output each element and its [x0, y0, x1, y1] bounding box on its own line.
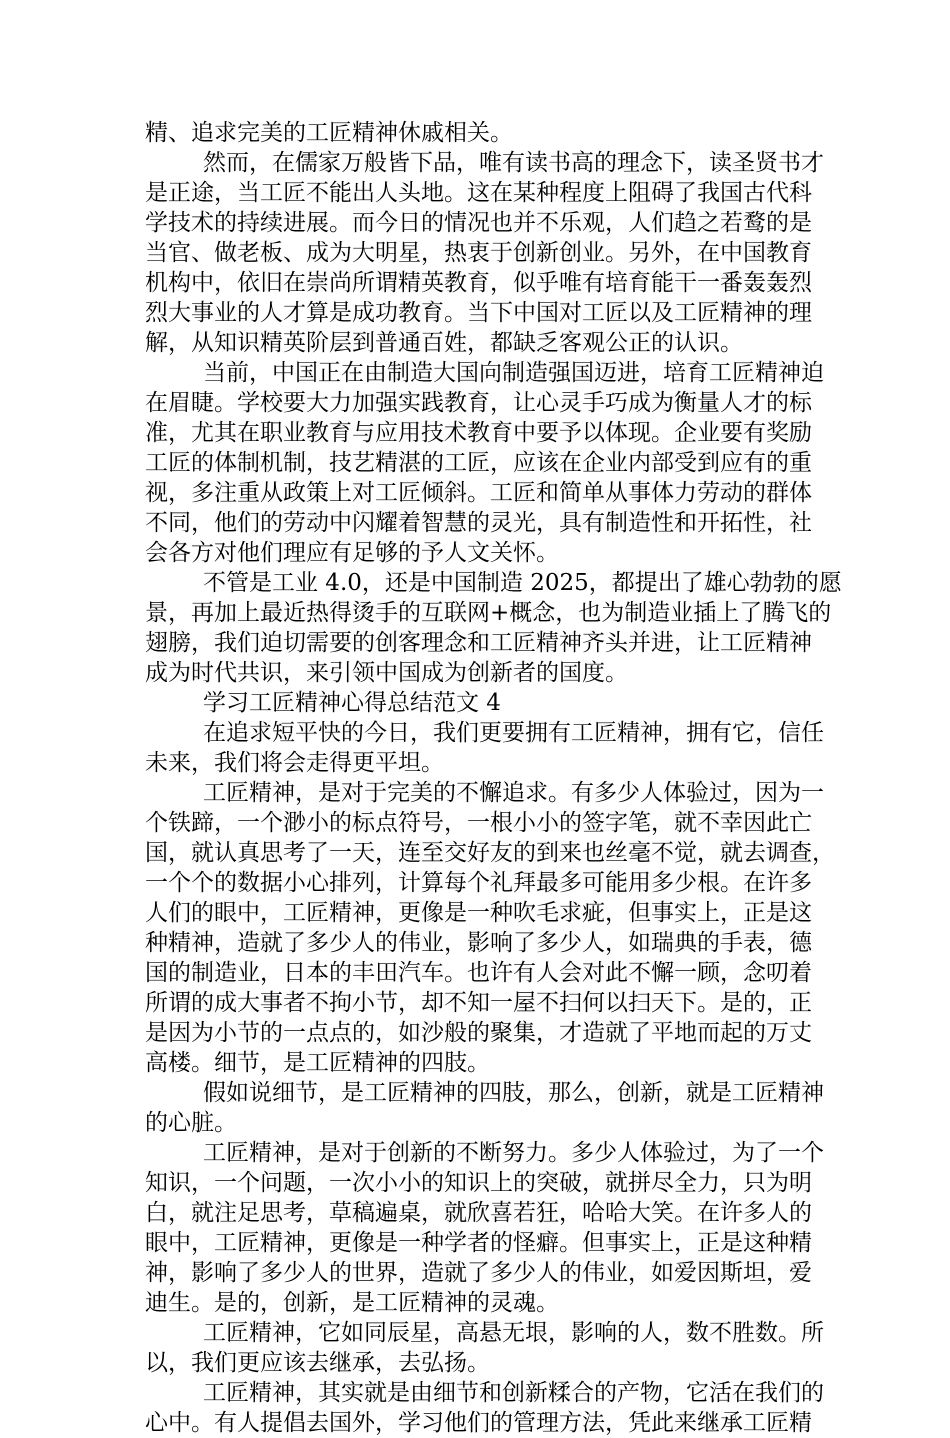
text-line: 会各方对他们理应有足够的予人文关怀。 — [145, 540, 559, 566]
text-line: 的心脏。 — [145, 1110, 237, 1136]
text-line: 国的制造业，日本的丰田汽车。也许有人会对此不懈一顾，念叨着 — [145, 960, 812, 986]
text-line: 国，就认真思考了一天，连至交好友的到来也丝毫不觉，就去调查， — [145, 840, 835, 866]
text-line: 当官、做老板、成为大明星，热衷于创新创业。另外，在中国教育 — [145, 240, 812, 266]
text-line: 学习工匠精神心得总结范文 4 — [203, 690, 501, 716]
text-line: 白，就注足思考，草稿遍桌，就欣喜若狂，哈哈大笑。在许多人的 — [145, 1200, 812, 1226]
text-line: 人们的眼中，工匠精神，更像是一种吹毛求疵，但事实上，正是这 — [145, 900, 812, 926]
text-line: 是因为小节的一点点的，如沙般的聚集，才造就了平地而起的万丈 — [145, 1020, 812, 1046]
text-line: 在眉睫。学校要大力加强实践教育，让心灵手巧成为衡量人才的标 — [145, 390, 812, 416]
text-line: 机构中，依旧在崇尚所谓精英教育，似乎唯有培育能干一番轰轰烈 — [145, 270, 812, 296]
text-line: 景，再加上最近热得烫手的互联网+概念，也为制造业插上了腾飞的 — [145, 600, 832, 626]
text-line: 当前，中国正在由制造大国向制造强国迈进，培育工匠精神迫 — [203, 360, 824, 386]
text-line: 神，影响了多少人的世界，造就了多少人的伟业，如爱因斯坦，爱 — [145, 1260, 812, 1286]
text-line: 迪生。是的，创新，是工匠精神的灵魂。 — [145, 1290, 559, 1316]
document-body — [145, 118, 842, 1438]
text-line: 不同，他们的劳动中闪耀着智慧的灵光，具有制造性和开拓性，社 — [145, 510, 812, 536]
text-line: 解，从知识精英阶层到普通百姓，都缺乏客观公正的认识。 — [145, 330, 743, 356]
text-line: 准，尤其在职业教育与应用技术教育中要予以体现。企业要有奖励 — [145, 420, 812, 446]
text-line: 心中。有人提倡去国外，学习他们的管理方法，凭此来继承工匠精 — [145, 1410, 812, 1436]
text-line: 工匠的体制机制，技艺精湛的工匠，应该在企业内部受到应有的重 — [145, 450, 812, 476]
text-line: 以，我们更应该去继承，去弘扬。 — [145, 1350, 490, 1376]
text-line: 未来，我们将会走得更平坦。 — [145, 750, 444, 776]
text-line: 精、追求完美的工匠精神休戚相关。 — [145, 120, 513, 146]
text-line: 工匠精神，是对于创新的不断努力。多少人体验过，为了一个 — [203, 1140, 824, 1166]
text-line: 种精神，造就了多少人的伟业，影响了多少人，如瑞典的手表，德 — [145, 930, 812, 956]
text-line: 视，多注重从政策上对工匠倾斜。工匠和简单从事体力劳动的群体 — [145, 480, 812, 506]
text-line: 所谓的成大事者不拘小节，却不知一屋不扫何以扫天下。是的，正 — [145, 990, 812, 1016]
text-line: 假如说细节，是工匠精神的四肢，那么，创新，就是工匠精神 — [203, 1080, 824, 1106]
text-line: 一个个的数据小心排列，计算每个礼拜最多可能用多少根。在许多 — [145, 870, 812, 896]
text-line: 不管是工业 4.0，还是中国制造 2025，都提出了雄心勃勃的愿 — [203, 570, 842, 596]
text-line: 然而，在儒家万般皆下品，唯有读书高的理念下，读圣贤书才 — [203, 150, 824, 176]
text-line: 是正途，当工匠不能出人头地。这在某种程度上阻碍了我国古代科 — [145, 180, 812, 206]
text-line: 个铁蹄，一个渺小的标点符号，一根小小的签字笔，就不幸因此亡 — [145, 810, 812, 836]
text-line: 工匠精神，它如同辰星，高悬无垠，影响的人，数不胜数。所 — [203, 1320, 824, 1346]
text-line: 知识，一个问题，一次小小的知识上的突破，就拼尽全力，只为明 — [145, 1170, 812, 1196]
text-line: 在追求短平快的今日，我们更要拥有工匠精神，拥有它，信任 — [203, 720, 824, 746]
text-line: 翅膀，我们迫切需要的创客理念和工匠精神齐头并进，让工匠精神 — [145, 630, 812, 656]
text-line: 烈大事业的人才算是成功教育。当下中国对工匠以及工匠精神的理 — [145, 300, 812, 326]
text-line: 高楼。细节，是工匠精神的四肢。 — [145, 1050, 490, 1076]
text-line: 工匠精神，其实就是由细节和创新糅合的产物，它活在我们的 — [203, 1380, 824, 1406]
text-line: 眼中，工匠精神，更像是一种学者的怪癖。但事实上，正是这种精 — [145, 1230, 812, 1256]
text-line: 学技术的持续进展。而今日的情况也并不乐观，人们趋之若鹜的是 — [145, 210, 812, 236]
text-line: 成为时代共识，来引领中国成为创新者的国度。 — [145, 660, 628, 686]
text-line: 工匠精神，是对于完美的不懈追求。有多少人体验过，因为一 — [203, 780, 824, 806]
